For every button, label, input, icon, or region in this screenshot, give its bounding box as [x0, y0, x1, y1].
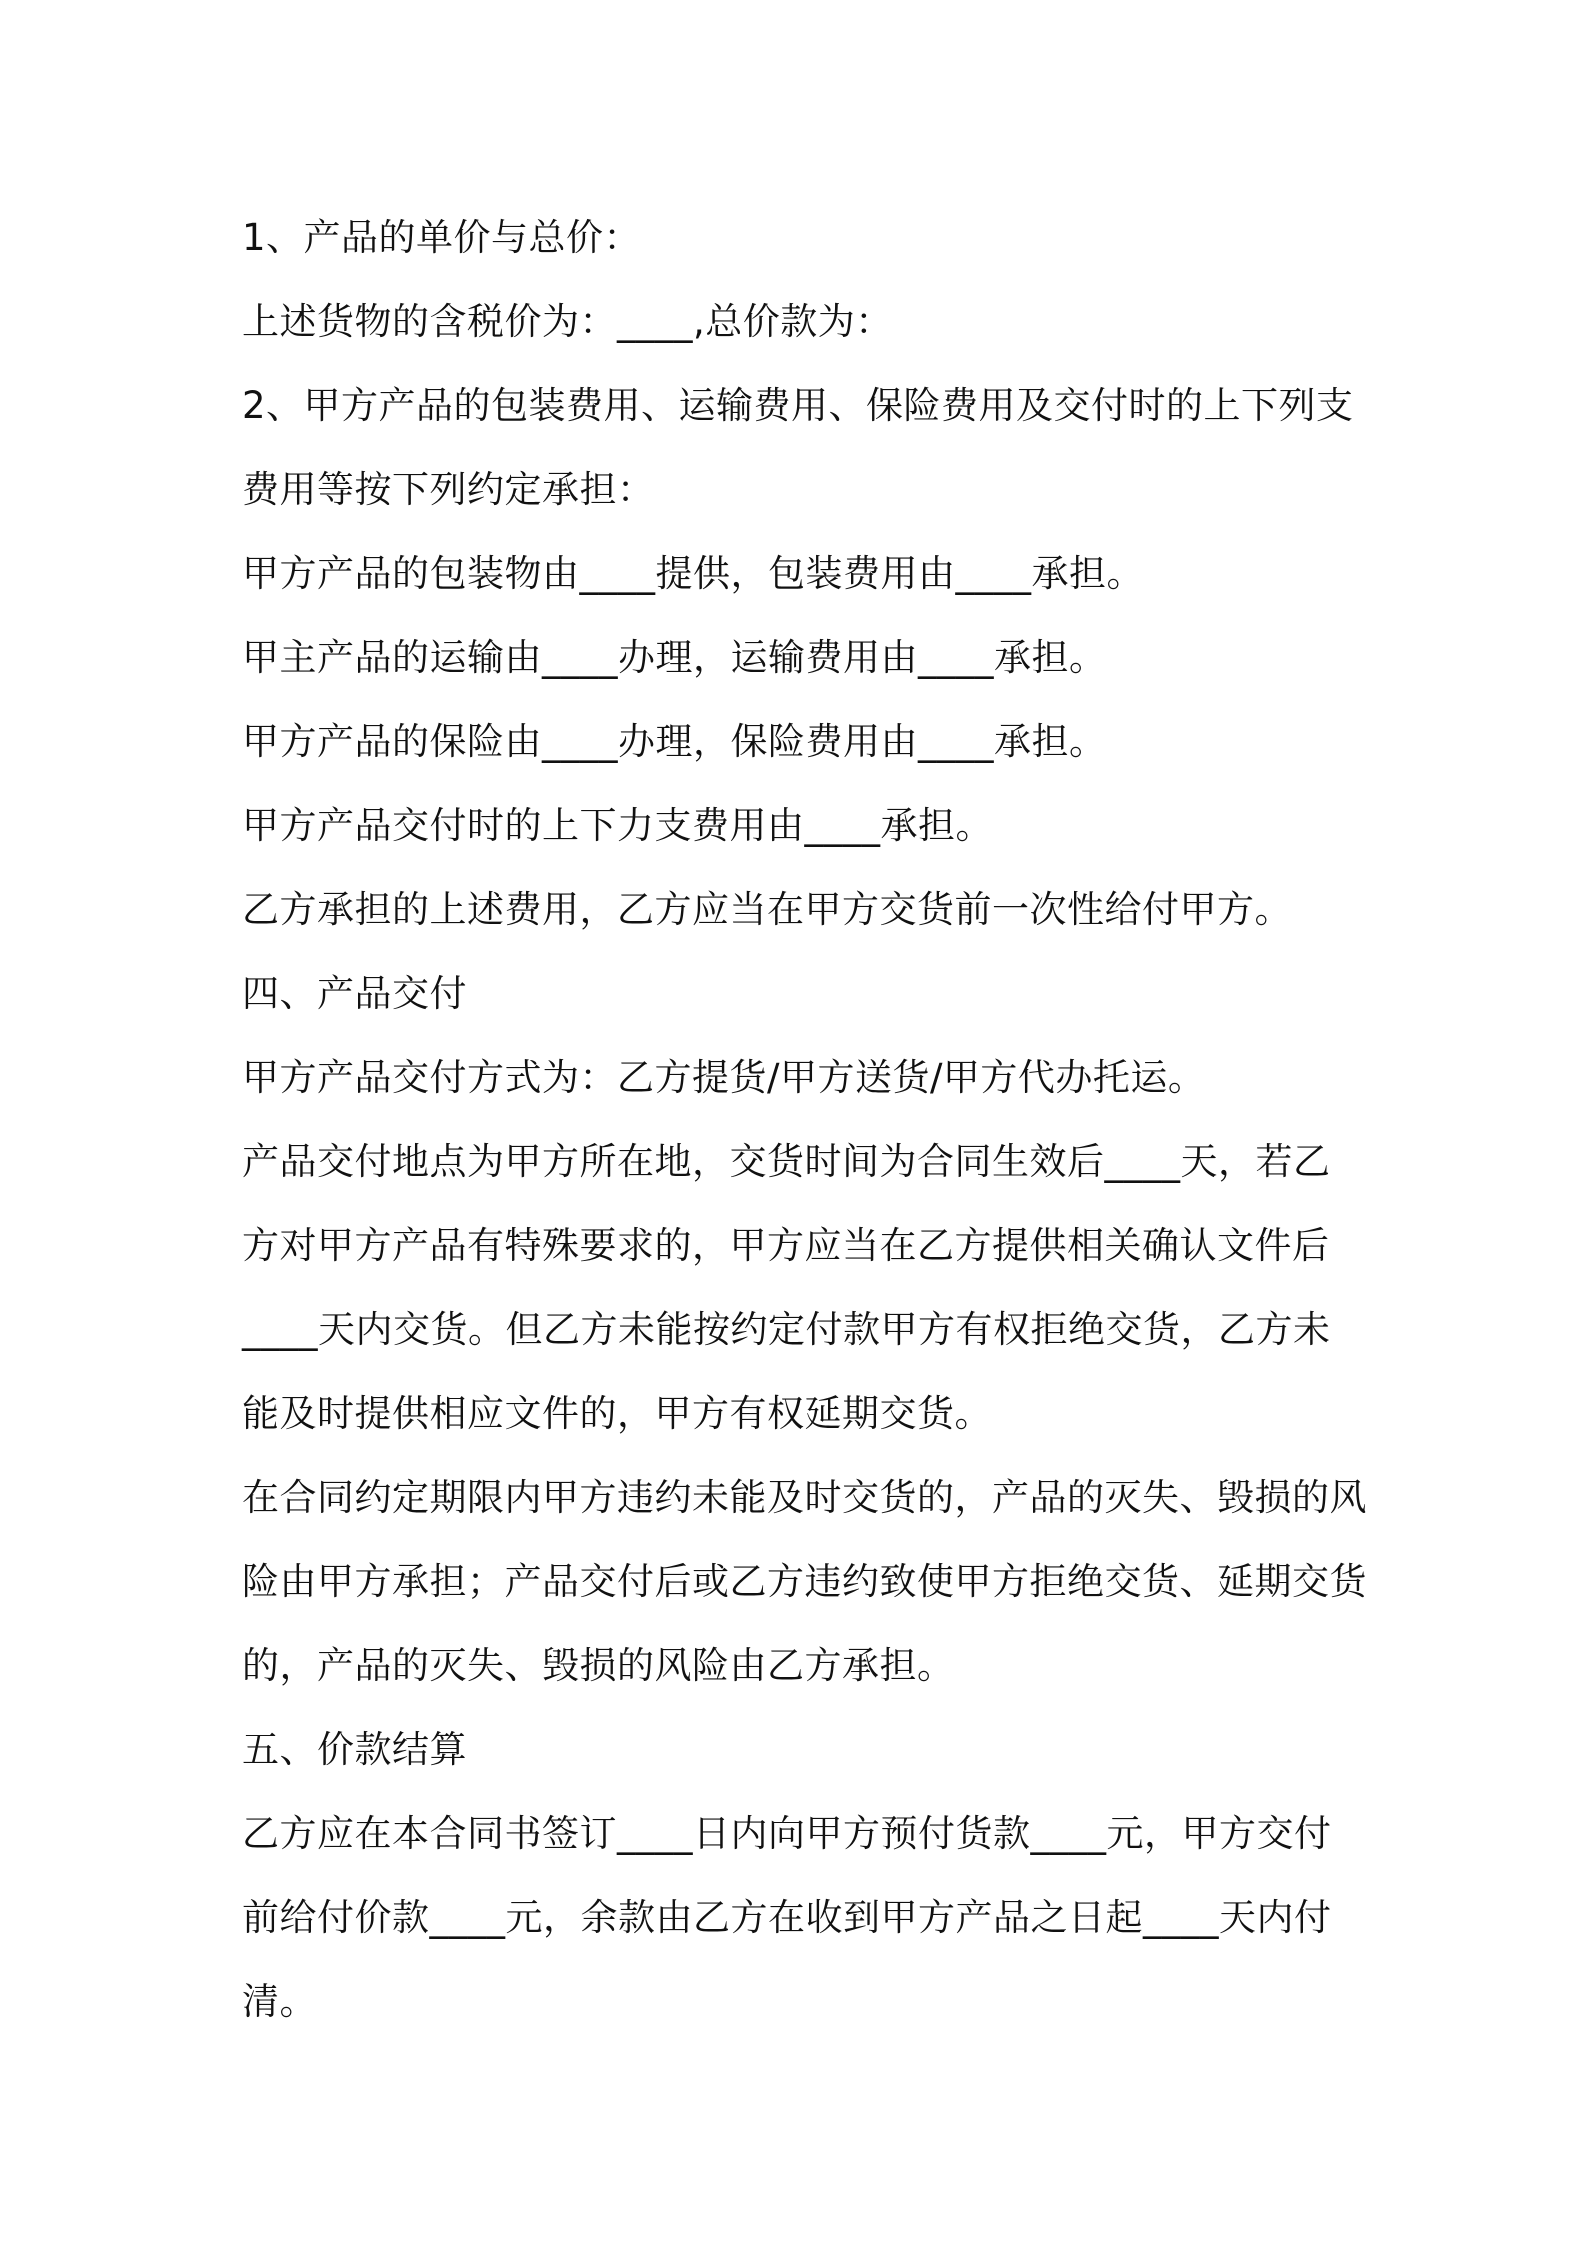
section-heading: 四、产品交付 — [242, 972, 467, 1015]
text-line: 费用等按下列约定承担： — [242, 468, 655, 511]
text-line: 乙方承担的上述费用，乙方应当在甲方交货前一次性给付甲方。 — [242, 888, 1292, 931]
text-line: 方对甲方产品有特殊要求的，甲方应当在乙方提供相关确认文件后 — [242, 1224, 1330, 1267]
text-line: 甲方产品交付时的上下力支费用由____承担。 — [242, 804, 993, 847]
text-line: 险由甲方承担；产品交付后或乙方违约致使甲方拒绝交货、延期交货 — [242, 1560, 1367, 1603]
text-line: 上述货物的含税价为：____,总价款为： — [242, 300, 893, 343]
text-line: 产品交付地点为甲方所在地，交货时间为合同生效后____天，若乙 — [242, 1140, 1331, 1183]
text-line: 能及时提供相应文件的，甲方有权延期交货。 — [242, 1392, 992, 1435]
text-line: 甲主产品的运输由____办理，运输费用由____承担。 — [242, 636, 1107, 679]
text-line: 2、甲方产品的包装费用、运输费用、保险费用及交付时的上下列支 — [242, 384, 1354, 427]
text-line: 甲方产品的保险由____办理，保险费用由____承担。 — [242, 720, 1107, 763]
section-heading: 五、价款结算 — [242, 1728, 467, 1771]
text-line: 甲方产品交付方式为：乙方提货/甲方送货/甲方代办托运。 — [242, 1056, 1206, 1099]
text-line: ____天内交货。但乙方未能按约定付款甲方有权拒绝交货，乙方未 — [242, 1308, 1331, 1351]
text-line: 前给付价款____元，余款由乙方在收到甲方产品之日起____天内付 — [242, 1896, 1332, 1939]
text-line: 的，产品的灭失、毁损的风险由乙方承担。 — [242, 1644, 955, 1687]
contract-body — [242, 196, 1367, 2044]
text-line: 清。 — [242, 1980, 317, 2023]
text-line: 在合同约定期限内甲方违约未能及时交货的，产品的灭失、毁损的风 — [242, 1476, 1367, 1519]
text-line: 乙方应在本合同书签订____日内向甲方预付货款____元，甲方交付 — [242, 1812, 1332, 1855]
text-line: 甲方产品的包装物由____提供，包装费用由____承担。 — [242, 552, 1144, 595]
text-line: 1、产品的单价与总价： — [242, 216, 642, 259]
